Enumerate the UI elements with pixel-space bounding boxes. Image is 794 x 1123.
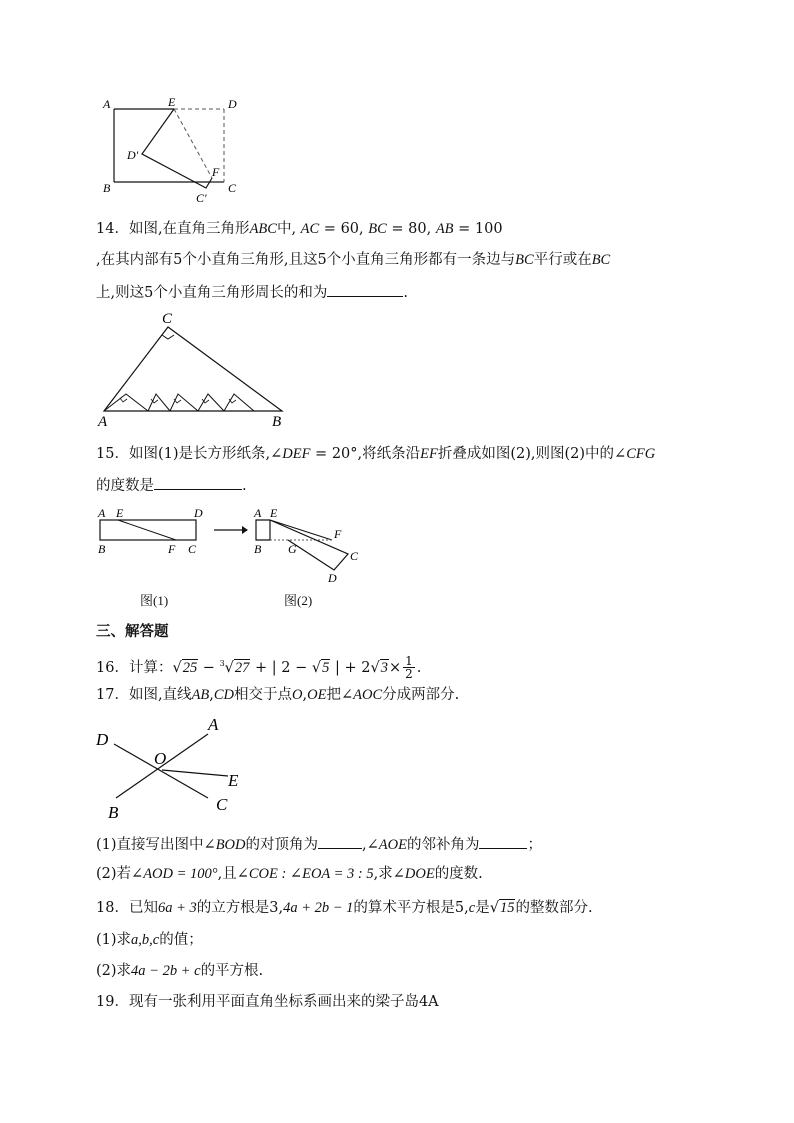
svg-text:F: F xyxy=(334,527,342,541)
label-a: A xyxy=(98,414,108,430)
svg-text:C: C xyxy=(188,542,197,556)
q17-part-1: (1)直接写出图中∠BOD的对顶角为 ,∠AOE的邻补角为 ； xyxy=(96,834,542,855)
q14-line-3: 上,则这5个小直角三角形周长的和为 . xyxy=(96,282,408,303)
svg-text:F: F xyxy=(168,542,176,556)
svg-text:O: O xyxy=(154,749,167,768)
svg-text:G: G xyxy=(288,542,297,556)
q15-line-1: 15．如图(1)是长方形纸条,∠DEF = 20°,将纸条沿EF折叠成如图(2),则图(2)中的∠CFG xyxy=(96,446,656,462)
label-b: B xyxy=(103,181,111,195)
svg-text:A: A xyxy=(254,506,262,520)
q17-blank-2[interactable] xyxy=(479,834,527,849)
q17-line: 17．如图,直线AB,CD相交于点O,OE把∠AOC分成两部分. xyxy=(96,687,460,703)
q17-part-2: (2)若∠AOD = 100°,且∠COE : ∠EOA = 3 : 5,求∠DOE的度数. xyxy=(96,866,483,882)
label-e: E xyxy=(168,95,176,109)
svg-text:E: E xyxy=(228,771,239,790)
q18-part-2: (2)求4a − 2b + c的平方根. xyxy=(96,963,264,979)
q14-answer-blank[interactable] xyxy=(327,282,403,297)
svg-text:B: B xyxy=(254,542,262,556)
caption-fig2: 图(2) xyxy=(284,593,313,608)
label-c-prime: C′ xyxy=(196,191,207,204)
q16-line: 16．计算：√25 − $^3$√27 + | 2 − √5 | + 2√3× $\frac{1}{2}$ . xyxy=(96,654,422,682)
q15-line-2: 的度数是 . xyxy=(96,475,247,496)
section-title: 三、解答题 xyxy=(96,624,169,640)
svg-text:E: E xyxy=(116,506,124,520)
svg-text:D: D xyxy=(328,571,337,584)
right-triangle-figure xyxy=(96,308,296,430)
svg-text:B: B xyxy=(98,542,106,556)
q17-blank-1[interactable] xyxy=(318,834,362,849)
svg-text:C: C xyxy=(216,795,228,814)
q18-part-1: (1)求a,b,c的值； xyxy=(96,932,203,948)
paper-strip-figure xyxy=(96,502,366,584)
fold-rectangle-figure xyxy=(96,92,266,204)
intersecting-lines-figure xyxy=(92,710,252,822)
q14-line-1: 14．如图,在直角三角形ABC中, AC = 60, BC = 80, AB = 100 xyxy=(96,221,503,237)
label-a: A xyxy=(103,97,111,111)
label-b: B xyxy=(272,414,282,430)
q15-answer-blank[interactable] xyxy=(154,475,242,490)
label-d: D xyxy=(228,97,237,111)
svg-text:D: D xyxy=(194,506,203,520)
svg-text:A: A xyxy=(208,715,219,734)
label-f: F xyxy=(212,165,220,179)
svg-text:A: A xyxy=(98,506,106,520)
caption-fig1: 图(1) xyxy=(140,593,169,608)
q14-line-2: ,在其内部有5个小直角三角形,且这5个小直角三角形都有一条边与BC平行或在BC xyxy=(96,252,611,268)
label-c: C xyxy=(228,181,237,195)
svg-text:B: B xyxy=(108,803,119,822)
label-c: C xyxy=(162,311,173,327)
q18-line: 18．已知6a + 3的立方根是3,4a + 2b − 1的算术平方根是5,c是√15的整数部分. xyxy=(96,900,593,916)
label-d-prime: D′ xyxy=(127,148,139,162)
q19-line: 19．现有一张利用平面直角坐标系画出来的梁子岛4A xyxy=(96,994,439,1010)
svg-text:D: D xyxy=(96,730,109,749)
svg-text:C: C xyxy=(350,549,359,563)
svg-text:E: E xyxy=(270,506,278,520)
